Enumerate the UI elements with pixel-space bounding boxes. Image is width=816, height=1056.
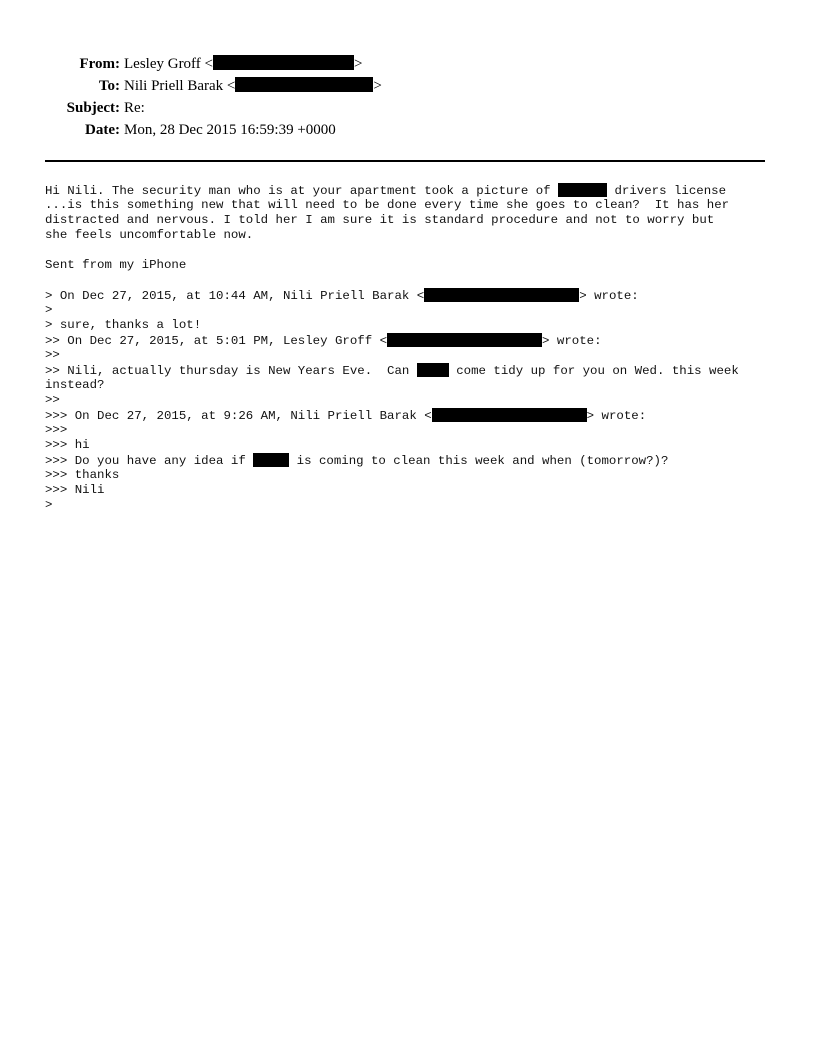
- redaction-block: [417, 363, 449, 377]
- quote-text: >>> Do you have any idea if: [45, 454, 254, 468]
- quote-line: >>: [45, 393, 60, 407]
- quote-line: [45, 333, 785, 348]
- subject-label: Subject:: [66, 100, 120, 116]
- quote-line: [45, 363, 785, 378]
- quote-text: >>> On Dec 27, 2015, at 9:26 AM, Nili Priell Barak <: [45, 409, 432, 423]
- quote-line: >>>: [45, 423, 68, 437]
- redaction-block: [387, 333, 542, 347]
- redaction-block: [253, 453, 289, 467]
- redaction-block: [424, 288, 579, 302]
- quote-text: is coming to clean this week and when (tomorrow?)?: [289, 454, 669, 468]
- body-text: drivers license: [607, 184, 727, 198]
- quote-text: > On Dec 27, 2015, at 10:44 AM, Nili Priell Barak <: [45, 289, 425, 303]
- from-close: >: [354, 56, 363, 72]
- quote-line: >>> thanks: [45, 468, 120, 482]
- date-value: Mon, 28 Dec 2015 16:59:39 +0000: [124, 122, 336, 138]
- quote-text: > wrote:: [542, 334, 602, 348]
- body-line: [45, 243, 785, 258]
- quote-line: >>> hi: [45, 438, 90, 452]
- quote-line: [45, 288, 785, 303]
- body-line: ...is this something new that will need to be done every time she goes to clean? It has her: [45, 198, 730, 212]
- quote-line: [45, 408, 785, 423]
- quote-line: [45, 453, 785, 468]
- body-line: distracted and nervous. I told her I am sure it is standard procedure and not to worry but: [45, 213, 715, 227]
- subject-row: [0, 97, 816, 119]
- from-name: Lesley Groff <: [124, 56, 213, 72]
- from-label: From:: [79, 56, 120, 72]
- quote-line: >: [45, 303, 53, 317]
- quote-text: come tidy up for you on Wed. this week: [448, 364, 739, 378]
- from-row: [0, 53, 816, 75]
- to-value: [124, 75, 382, 97]
- quote-line: >>: [45, 348, 60, 362]
- quote-line: >: [45, 498, 53, 512]
- quote-text: >> Nili, actually thursday is New Years Eve. Can: [45, 364, 417, 378]
- quote-line: > sure, thanks a lot!: [45, 318, 202, 332]
- date-row: [0, 119, 816, 141]
- quote-text: > wrote:: [586, 409, 647, 423]
- from-value: [124, 53, 362, 75]
- redaction-block: [432, 408, 587, 422]
- redaction-block: [235, 77, 373, 92]
- body-line: she feels uncomfortable now.: [45, 228, 254, 242]
- quote-line: instead?: [45, 378, 105, 392]
- body-text: Hi Nili. The security man who is at your apartment took a picture of: [45, 184, 559, 198]
- quote-text: >> On Dec 27, 2015, at 5:01 PM, Lesley Groff <: [45, 334, 388, 348]
- email-body: [45, 183, 785, 513]
- to-label: To:: [98, 78, 120, 94]
- body-line: [45, 183, 785, 198]
- redaction-block: [213, 55, 354, 70]
- redaction-block: [558, 183, 607, 197]
- quote-text: > wrote:: [579, 289, 639, 303]
- body-line: [45, 273, 785, 288]
- to-row: [0, 75, 816, 97]
- to-close: >: [373, 78, 382, 94]
- quote-line: >>> Nili: [45, 483, 105, 497]
- subject-value: Re:: [124, 100, 145, 116]
- email-header: [0, 53, 816, 141]
- to-name: Nili Priell Barak <: [124, 78, 236, 94]
- signature-line: Sent from my iPhone: [45, 258, 187, 272]
- date-label: Date:: [85, 122, 120, 138]
- header-divider: [45, 160, 765, 162]
